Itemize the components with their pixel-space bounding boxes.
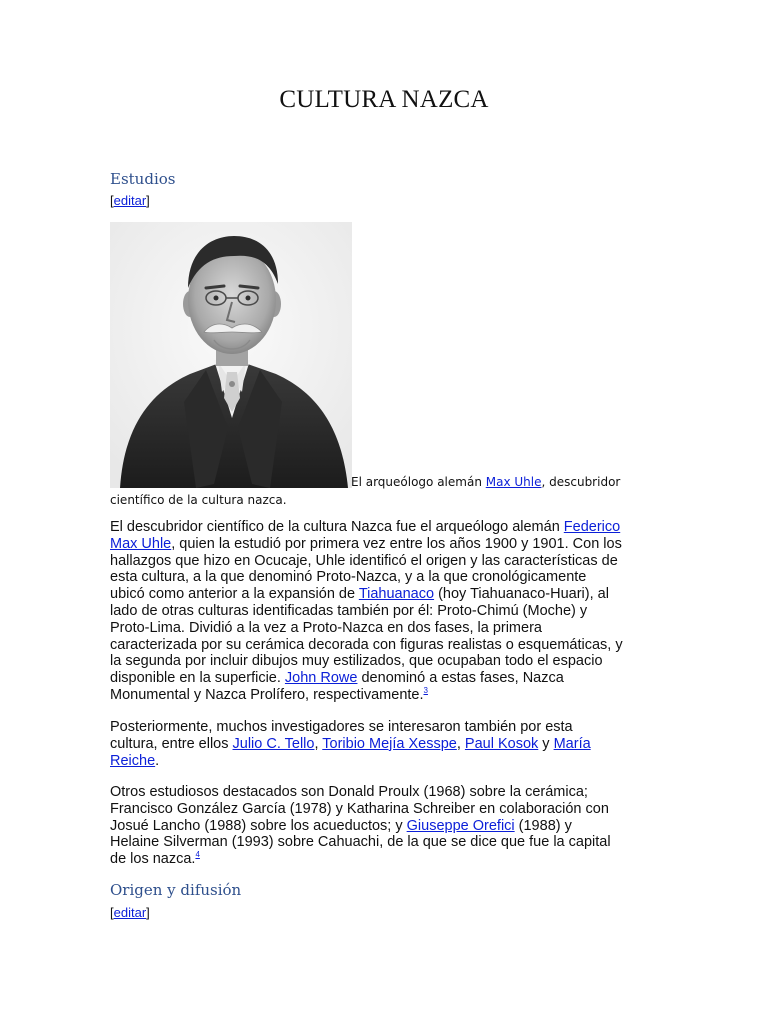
footnote-ref-4[interactable]: 4 xyxy=(195,850,200,860)
text: (hoy Tiahuanaco-Huari), al xyxy=(434,586,609,603)
text: , quien la estudió por primera vez entre los años 1900 y 1901. Con los xyxy=(171,535,622,552)
text-line: Francisco González García (1978) y Katharina Schreiber en colaboración con xyxy=(110,800,609,817)
link-paul-kosok[interactable]: Paul Kosok xyxy=(464,735,539,752)
text: disponible en la superficie. xyxy=(110,670,285,687)
page-title: CULTURA NAZCA xyxy=(279,86,489,113)
text: El descubridor científico de la cultura Nazca fue el arqueólogo alemán xyxy=(110,519,564,535)
link-john-rowe[interactable]: John Rowe xyxy=(284,670,358,687)
text: . xyxy=(155,752,160,769)
edit-section-origen: [editar] xyxy=(110,905,150,920)
edit-section-estudios: [editar] xyxy=(110,193,150,208)
text: ubicó como anterior a la expansión de xyxy=(110,586,359,603)
section-heading-estudios: Estudios xyxy=(110,170,176,188)
link-julio-c-tello[interactable]: Julio C. Tello xyxy=(232,735,315,752)
text: Monumental y Nazca Prolífero, respectivamente. xyxy=(110,686,424,703)
text: denominó a estas fases, Nazca xyxy=(357,670,564,687)
text-line: la segunda por incluir dibujos muy estilizados, que ocupaban todo el espacio xyxy=(110,653,603,670)
caption-suffix: , descubridor xyxy=(541,475,621,489)
text-line: Proto-Lima. Dividió a la vez a Proto-Nazca en dos fases, la primera xyxy=(110,619,542,636)
edit-link[interactable]: editar xyxy=(113,193,147,208)
text-line: esta cultura, a la que denominó Proto-Nazca, y a la que cronológicamente xyxy=(110,569,587,586)
text-line: Posteriormente, muchos investigadores se interesaron también por esta xyxy=(110,719,573,735)
paragraph-other-scholars xyxy=(110,784,670,868)
separator: , xyxy=(314,735,323,752)
caption-prefix: El arqueólogo alemán xyxy=(351,475,486,489)
text-line: Helaine Silverman (1993) sobre Cahuachi, de la que se dice que fue la capital xyxy=(110,834,611,851)
caption-link-max-uhle[interactable]: Max Uhle xyxy=(485,475,542,489)
paragraph-discovery xyxy=(110,519,670,704)
text: de los nazca. xyxy=(110,851,196,868)
text-line: hallazgos que hizo en Ocucaje, Uhle identificó el origen y las características de xyxy=(110,552,618,569)
link-maria-reiche-cont[interactable]: Reiche xyxy=(110,752,156,769)
text: (1988) y xyxy=(514,817,572,834)
link-federico-max-uhle-cont[interactable]: Max Uhle xyxy=(110,535,172,552)
edit-link[interactable]: editar xyxy=(113,905,147,920)
separator: y xyxy=(538,735,554,752)
separator: , xyxy=(456,735,465,752)
photo-caption-line-2: científico de la cultura nazca. xyxy=(110,493,287,507)
text-line: caracterizada por su cerámica decorada con figuras realistas o esquemáticas, y xyxy=(110,636,623,653)
text-line: lado de otras culturas identificadas también por él: Proto-Chimú (Moche) y xyxy=(110,602,588,619)
link-tiahuanaco[interactable]: Tiahuanaco xyxy=(358,586,435,603)
link-toribio-mejia-xesspe[interactable]: Toribio Mejía Xesspe xyxy=(322,735,457,752)
section-heading-origen: Origen y difusión xyxy=(110,881,242,899)
footnote-ref-3[interactable]: 3 xyxy=(423,686,428,696)
text-line: Otros estudiosos destacados son Donald Proulx (1968) sobre la cerámica; xyxy=(110,784,588,800)
link-federico-max-uhle[interactable]: Federico xyxy=(563,519,621,535)
photo-caption xyxy=(351,475,620,489)
paragraph-researchers xyxy=(110,719,670,769)
text: Josué Lancho (1988) sobre los acueductos; y xyxy=(110,817,407,834)
portrait-illustration xyxy=(110,222,352,488)
link-maria-reiche[interactable]: María xyxy=(553,735,591,752)
portrait-photo xyxy=(110,222,352,488)
text: cultura, entre ellos xyxy=(110,735,233,752)
link-giuseppe-orefici[interactable]: Giuseppe Orefici xyxy=(406,817,515,834)
